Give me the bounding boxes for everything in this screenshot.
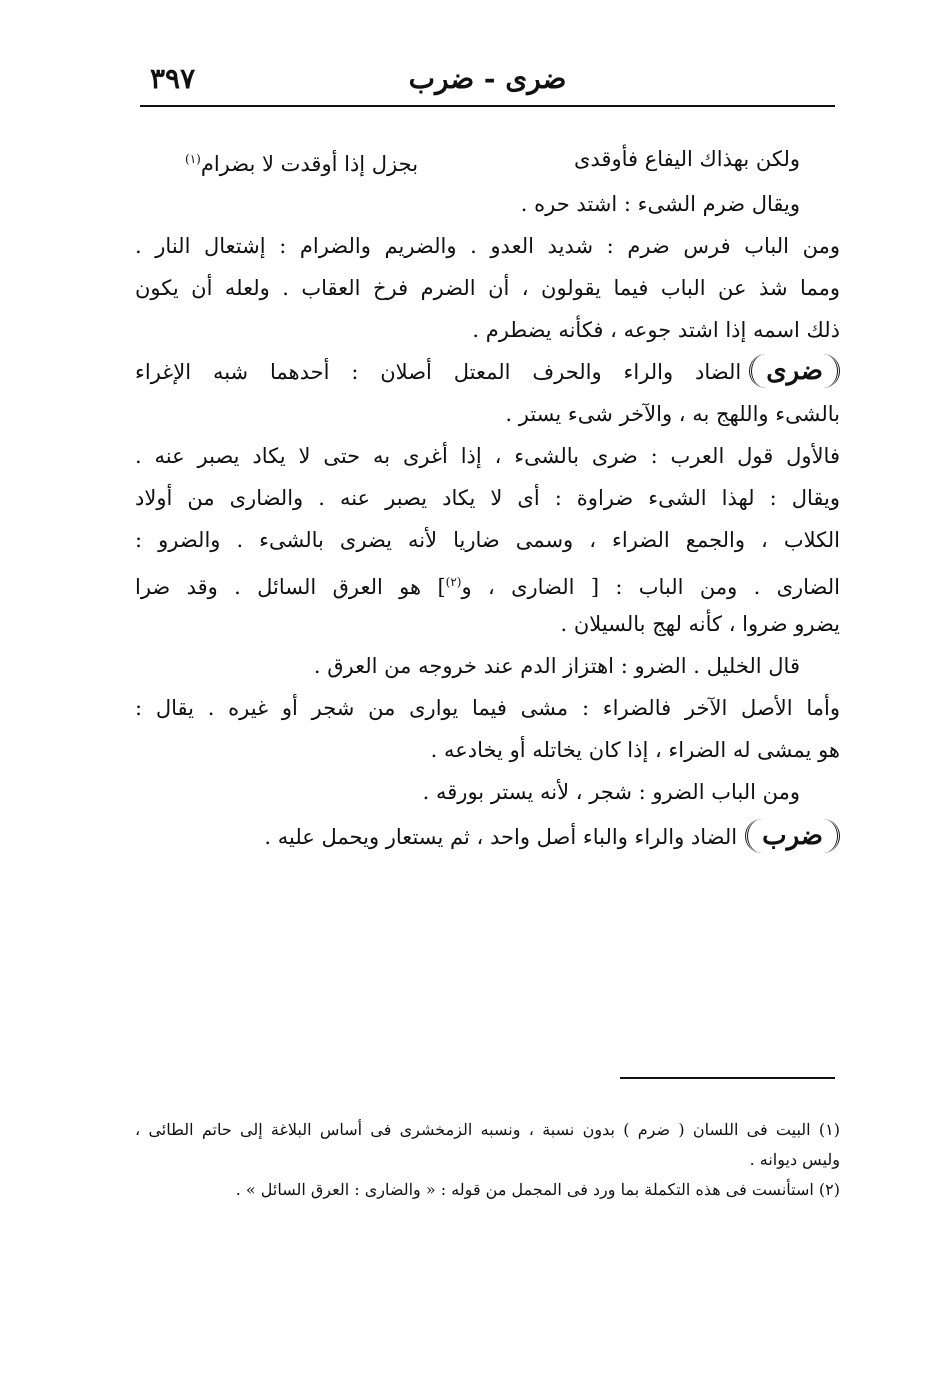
page-header bbox=[140, 62, 835, 102]
footnote-2: (٢) استأنست فى هذه التكملة بما ورد فى المجمل من قوله : « والضارى : العرق السائل » . bbox=[235, 1180, 840, 1199]
entry-text: الضاد والراء والحرف المعتل أصلان : أحدهما شبه الإغراء bbox=[135, 360, 742, 384]
entry-text: الضاد والراء والباء أصل واحد ، ثم يستعار ويحمل عليه . bbox=[264, 825, 738, 849]
headword-dara: ضرى bbox=[749, 354, 840, 388]
footnotes bbox=[135, 1115, 840, 1205]
text-line: ويقال ضرم الشىء : اشتد حره . bbox=[520, 192, 800, 216]
page-body bbox=[135, 135, 840, 861]
text-line: قال الخليل . الضرو : اهتزاز الدم عند خروجه من العرق . bbox=[313, 654, 800, 678]
page-number: ٣٩٧ bbox=[150, 62, 196, 95]
footnote-ref-1: (١) bbox=[185, 152, 201, 166]
footnote-ref-2: (٢) bbox=[445, 575, 462, 589]
verse-hemistich-2: بجزل إذا أوقدت لا بضرام$^{(١)}$ bbox=[185, 152, 419, 176]
text-line: وأما الأصل الآخر فالضراء : مشى فيما يوارى من شجر أو غيره . يقال : bbox=[135, 696, 840, 720]
text-line: الكلاب ، والجمع الضراء ، وسمى ضاريا لأنه يضرى بالشىء . والضرو : bbox=[135, 528, 840, 552]
footnote-1-continued: وليس ديوانه . bbox=[749, 1150, 840, 1169]
text-line: بالشىء واللهج به ، والآخر شىء يستر . bbox=[505, 402, 840, 426]
text-line: ومن الباب الضرو : شجر ، لأنه يستر بورقه . bbox=[422, 780, 800, 804]
verse-hemistich-1: ولكن بهذاك اليفاع فأوقدى bbox=[573, 147, 800, 171]
text-line: ذلك اسمه إذا اشتد جوعه ، فكأنه يضطرم . bbox=[472, 318, 840, 342]
poetry-verse bbox=[135, 135, 840, 183]
running-title: ضرى - ضرب bbox=[408, 62, 567, 95]
text-line: فالأول قول العرب : ضرى بالشىء ، إذا أغرى به حتى لا يكاد يصبر عنه . bbox=[135, 444, 840, 468]
text-line: يضرو ضروا ، كأنه لهج بالسيلان . bbox=[560, 612, 840, 636]
text-line: ومن الباب فرس ضرم : شديد العدو . والضريم والضرام : إشتعال النار . bbox=[135, 234, 840, 258]
header-rule bbox=[140, 105, 835, 107]
text-line: ويقال : لهذا الشىء ضراوة : أى لا يكاد يصبر عنه . والضارى من أولاد bbox=[135, 486, 840, 510]
footnote-rule bbox=[620, 1077, 835, 1079]
text-line: ومما شذ عن الباب فيما يقولون ، أن الضرم فرخ العقاب . ولعله أن يكون bbox=[135, 276, 840, 300]
text-line: الضارى . ومن الباب : [ الضارى ، و$^{(٢)}$] هو العرق السائل . وقد ضرا bbox=[135, 575, 840, 599]
footnote-1: (١) البيت فى اللسان ( ضرم ) بدون نسبة ، ونسبه الزمخشرى فى أساس البلاغة إلى حاتم الطائى ، bbox=[135, 1120, 840, 1139]
headword-daraba: ضرب bbox=[745, 819, 840, 853]
entry-line bbox=[135, 813, 840, 861]
entry-line bbox=[135, 351, 840, 393]
text-line: هو يمشى له الضراء ، إذا كان يخاتله أو يخادعه . bbox=[430, 738, 840, 762]
